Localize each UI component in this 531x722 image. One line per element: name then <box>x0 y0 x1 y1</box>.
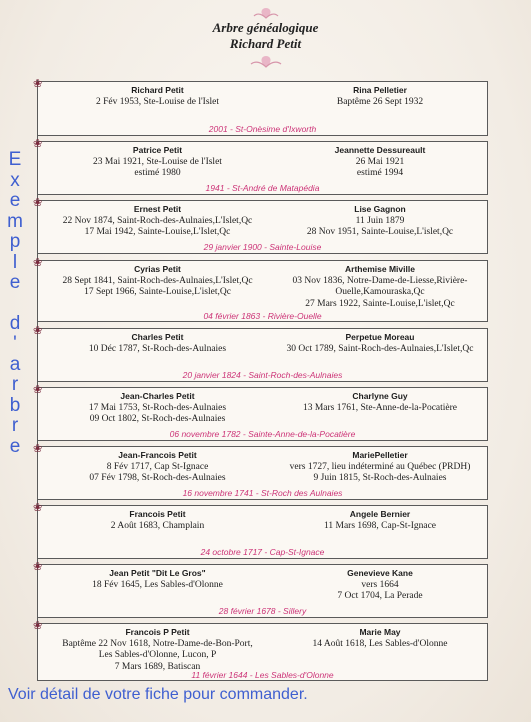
husband-info <box>40 145 275 180</box>
person-name: Francois Petit <box>129 509 186 519</box>
wife-info <box>273 85 487 108</box>
generation-box <box>33 384 488 441</box>
person-detail: estimé 1980 <box>134 168 181 178</box>
person-detail: 2 Fév 1953, Ste-Louise de l'Islet <box>95 96 220 107</box>
flower-icon: ❀ <box>33 138 43 150</box>
flower-icon: ❀ <box>33 197 43 209</box>
side-letter: e <box>9 435 21 457</box>
husband-info <box>40 391 275 426</box>
side-letter: p <box>9 231 21 252</box>
marriage-info: 04 février 1863 - Rivière-Ouelle <box>203 311 322 321</box>
side-letter: b <box>9 394 21 416</box>
person-name: Ernest Petit <box>133 204 182 214</box>
side-letter: e <box>9 190 21 211</box>
flower-icon: ❀ <box>33 502 43 514</box>
person-name: Jean Petit "Dit Le Gros" <box>109 568 206 578</box>
generation-box <box>33 561 488 618</box>
person-detail: 27 Mars 1922, Sainte-Louise,L'islet,Qc <box>305 298 455 309</box>
husband-info <box>40 332 275 355</box>
person-name: MariePelletier <box>352 450 408 460</box>
page-subtitle: Richard Petit <box>229 36 302 51</box>
person-name: Patrice Petit <box>132 145 183 155</box>
marriage-info: 11 février 1644 - Les Sables-d'Olonne <box>191 670 334 680</box>
generation-box <box>33 78 488 136</box>
wife-info <box>273 391 487 414</box>
person-name: Marie May <box>359 627 401 637</box>
flower-icon: ❀ <box>33 384 43 396</box>
person-name: Jean-Charles Petit <box>120 391 195 401</box>
husband-info <box>40 568 275 591</box>
side-letter-gap <box>4 294 26 314</box>
person-name: Lise Gagnon <box>354 204 406 214</box>
person-name: Arthemise Miville <box>345 264 415 274</box>
generation-box <box>33 138 488 195</box>
person-name: Charlyne Guy <box>352 391 408 401</box>
marriage-info: 20 janvier 1824 - Saint-Roch-des-Aulnaies <box>182 370 343 380</box>
person-detail: 17 Sept 1966, Sainte-Louise,L'islet,Qc <box>84 287 231 297</box>
person-detail: 28 Nov 1951, Sainte-Louise,L'islet,Qc <box>306 227 454 237</box>
person-detail: vers 1727, lieu indéterminé au Québec (PRDH) <box>289 461 471 472</box>
flower-icon: ❀ <box>33 325 43 337</box>
person-detail: 07 Fév 1798, St-Roch-des-Aulnaies <box>89 473 226 483</box>
person-detail: Baptême 22 Nov 1618, Notre-Dame-de-Bon-Port, <box>62 638 253 649</box>
wife-info <box>273 509 487 532</box>
person-detail: 28 Sept 1841, Saint-Roch-des-Aulnaies,L'Islet,Qc <box>62 275 253 286</box>
person-detail: 11 Juin 1879 <box>355 215 405 226</box>
side-letter: a <box>9 353 21 375</box>
husband-info <box>40 85 275 108</box>
marriage-info: 24 octobre 1717 - Cap-St-Ignace <box>200 547 325 557</box>
wife-info <box>273 332 487 355</box>
person-detail: 30 Oct 1789, Saint-Roch-des-Aulnaies,L'Islet,Qc <box>286 343 474 354</box>
marriage-info: 16 novembre 1741 - St-Roch des Aulnaies <box>182 488 343 498</box>
marriage-info: 28 février 1678 - Sillery <box>218 606 307 616</box>
generation-box <box>33 325 488 382</box>
marriage-info: 06 novembre 1782 - Sainte-Anne-de-la-Pocatière <box>169 429 356 439</box>
person-detail: 7 Oct 1704, La Perade <box>337 591 423 601</box>
person-detail: vers 1664 <box>361 579 399 590</box>
husband-info <box>40 450 275 485</box>
generation-box <box>33 257 488 322</box>
flower-icon: ❀ <box>33 561 43 573</box>
person-detail: 9 Juin 1815, St-Roch-des-Aulnaies <box>313 473 447 483</box>
person-detail: 14 Août 1618, Les Sables-d'Olonne <box>312 638 448 649</box>
generation-box <box>33 197 488 254</box>
person-detail: Baptême 26 Sept 1932 <box>336 96 424 107</box>
person-detail: Ouelle,Kamouraska,Qc <box>335 287 425 297</box>
wife-info <box>273 264 487 310</box>
person-detail: 17 Mai 1753, St-Roch-des-Aulnaies <box>88 402 227 413</box>
person-detail: 18 Fév 1645, Les Sables-d'Olonne <box>92 579 223 590</box>
person-name: Cyrias Petit <box>134 264 181 274</box>
husband-info <box>40 627 275 673</box>
person-name: Genevieve Kane <box>347 568 413 578</box>
side-letter: E <box>8 149 22 170</box>
flower-icon: ❀ <box>33 78 43 90</box>
flower-icon: ❀ <box>33 443 43 455</box>
person-name: Jean-Francois Petit <box>118 450 197 460</box>
generation-box <box>33 620 488 681</box>
side-letter: m <box>7 210 23 232</box>
husband-info <box>40 204 275 239</box>
wife-info <box>273 450 487 485</box>
person-detail: 2 Août 1683, Champlain <box>110 520 205 531</box>
generation-box <box>33 502 488 559</box>
generation-box <box>33 443 488 500</box>
side-letter: e <box>9 272 21 293</box>
person-detail: 17 Mai 1942, Sainte-Louise,L'Islet,Qc <box>84 227 231 237</box>
person-detail: 09 Oct 1802, St-Roch-des-Aulnaies <box>89 414 226 424</box>
wife-info <box>273 204 487 239</box>
side-letter: d <box>9 312 21 334</box>
person-detail: estimé 1994 <box>356 168 404 178</box>
ornament-bottom-icon <box>247 52 285 72</box>
wife-info <box>273 145 487 180</box>
person-name: Rina Pelletier <box>353 85 407 95</box>
person-detail: 23 Mai 1921, Ste-Louise de l'Islet <box>93 156 222 167</box>
person-detail: 13 Mars 1761, Ste-Anne-de-la-Pocatière <box>302 402 458 413</box>
husband-info <box>40 264 275 299</box>
side-watermark-text <box>4 150 26 457</box>
person-detail: 22 Nov 1874, Saint-Roch-des-Aulnaies,L'Islet,Qc <box>62 215 253 226</box>
wife-info <box>273 568 487 603</box>
order-notice: Voir détail de votre fiche pour commander. <box>8 686 308 703</box>
person-name: Richard Petit <box>131 85 184 95</box>
marriage-info: 2001 - St-Onèsime d'Ixworth <box>208 124 317 134</box>
wife-info <box>273 627 487 650</box>
person-name: Perpetue Moreau <box>345 332 415 342</box>
person-name: Francois P Petit <box>125 627 190 637</box>
side-letter: x <box>10 169 20 191</box>
side-letter: ' <box>13 333 17 354</box>
side-letter: r <box>11 374 19 395</box>
person-detail: 11 Mars 1698, Cap-St-Ignace <box>323 520 437 531</box>
person-name: Angele Bernier <box>349 509 411 519</box>
person-name: Jeannette Dessureault <box>334 145 426 155</box>
page-title: Arbre généalogique <box>212 20 319 35</box>
marriage-info: 29 janvier 1900 - Sainte-Louise <box>203 242 322 252</box>
flower-icon: ❀ <box>33 257 43 269</box>
person-detail: 10 Déc 1787, St-Roch-des-Aulnaies <box>88 343 227 354</box>
side-letter: l <box>12 251 18 273</box>
husband-info <box>40 509 275 532</box>
person-detail: 03 Nov 1836, Notre-Dame-de-Liesse,Rivière- <box>292 275 468 286</box>
title-block <box>0 20 531 52</box>
person-detail: 26 Mai 1921 <box>355 156 405 167</box>
marriage-info: 1941 - St-André de Matapédia <box>205 183 320 193</box>
person-detail: Les Sables-d'Olonne, Lucon, P <box>98 650 217 660</box>
flower-icon: ❀ <box>33 620 43 632</box>
person-name: Charles Petit <box>131 332 184 342</box>
person-detail: 7 Mars 1689, Batiscan <box>114 661 201 672</box>
side-letter: r <box>11 415 19 436</box>
person-detail: 8 Fév 1717, Cap St-Ignace <box>106 461 209 472</box>
